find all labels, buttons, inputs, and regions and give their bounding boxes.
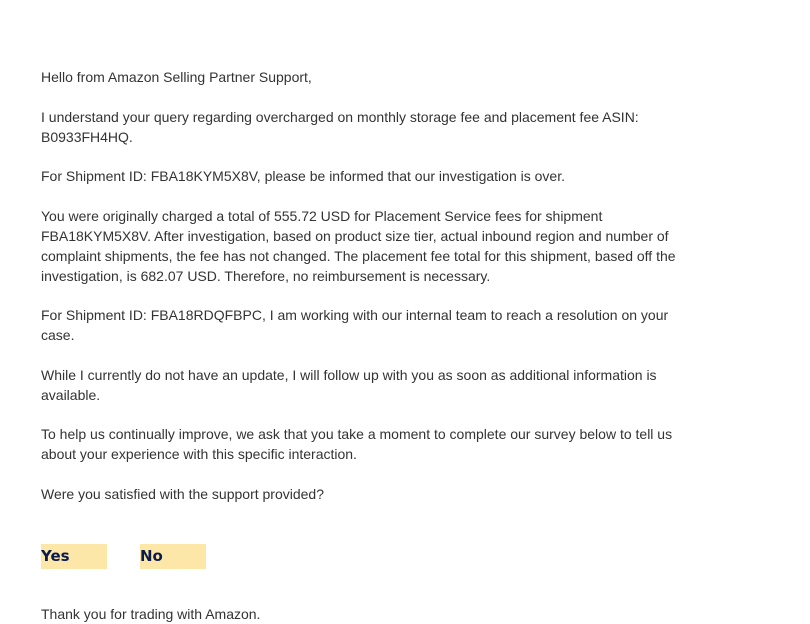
no-button[interactable]: No — [140, 544, 206, 569]
placement-fee-paragraph: You were originally charged a total of 555.72 USD for Placement Service fees for shipment FBA18KYM5X8V. After investigation, based on product size tier, actual inbound region and number of complaint shipments, the fee has not changed. The placement fee total for this shipment, based off the investigation, is 682.07 USD. Therefore, no reimbursement is necessary. — [41, 207, 676, 284]
survey-intro-paragraph: To help us continually improve, we ask that you take a moment to complete our survey below to tell us about your experience with this specific interaction. — [41, 426, 673, 462]
satisfaction-question: Were you satisfied with the support provided? — [41, 485, 325, 502]
investigation-over-paragraph: For Shipment ID: FBA18KYM5X8V, please be informed that our investigation is over. — [41, 168, 565, 184]
query-paragraph: I understand your query regarding overcharged on monthly storage fee and placement fee ASIN: B0933FH4HQ. — [41, 108, 639, 145]
greeting-text: Hello from Amazon Selling Partner Support, — [41, 69, 312, 85]
email-body — [41, 67, 681, 523]
internal-team-paragraph: For Shipment ID: FBA18RDQFBPC, I am working with our internal team to reach a resolution on your case. — [41, 307, 669, 343]
closing-text: Thank you for trading with Amazon. — [41, 606, 261, 622]
yes-button[interactable]: Yes — [41, 544, 107, 569]
follow-up-paragraph: While I currently do not have an update, I will follow up with you as soon as additional information is available. — [41, 366, 657, 403]
